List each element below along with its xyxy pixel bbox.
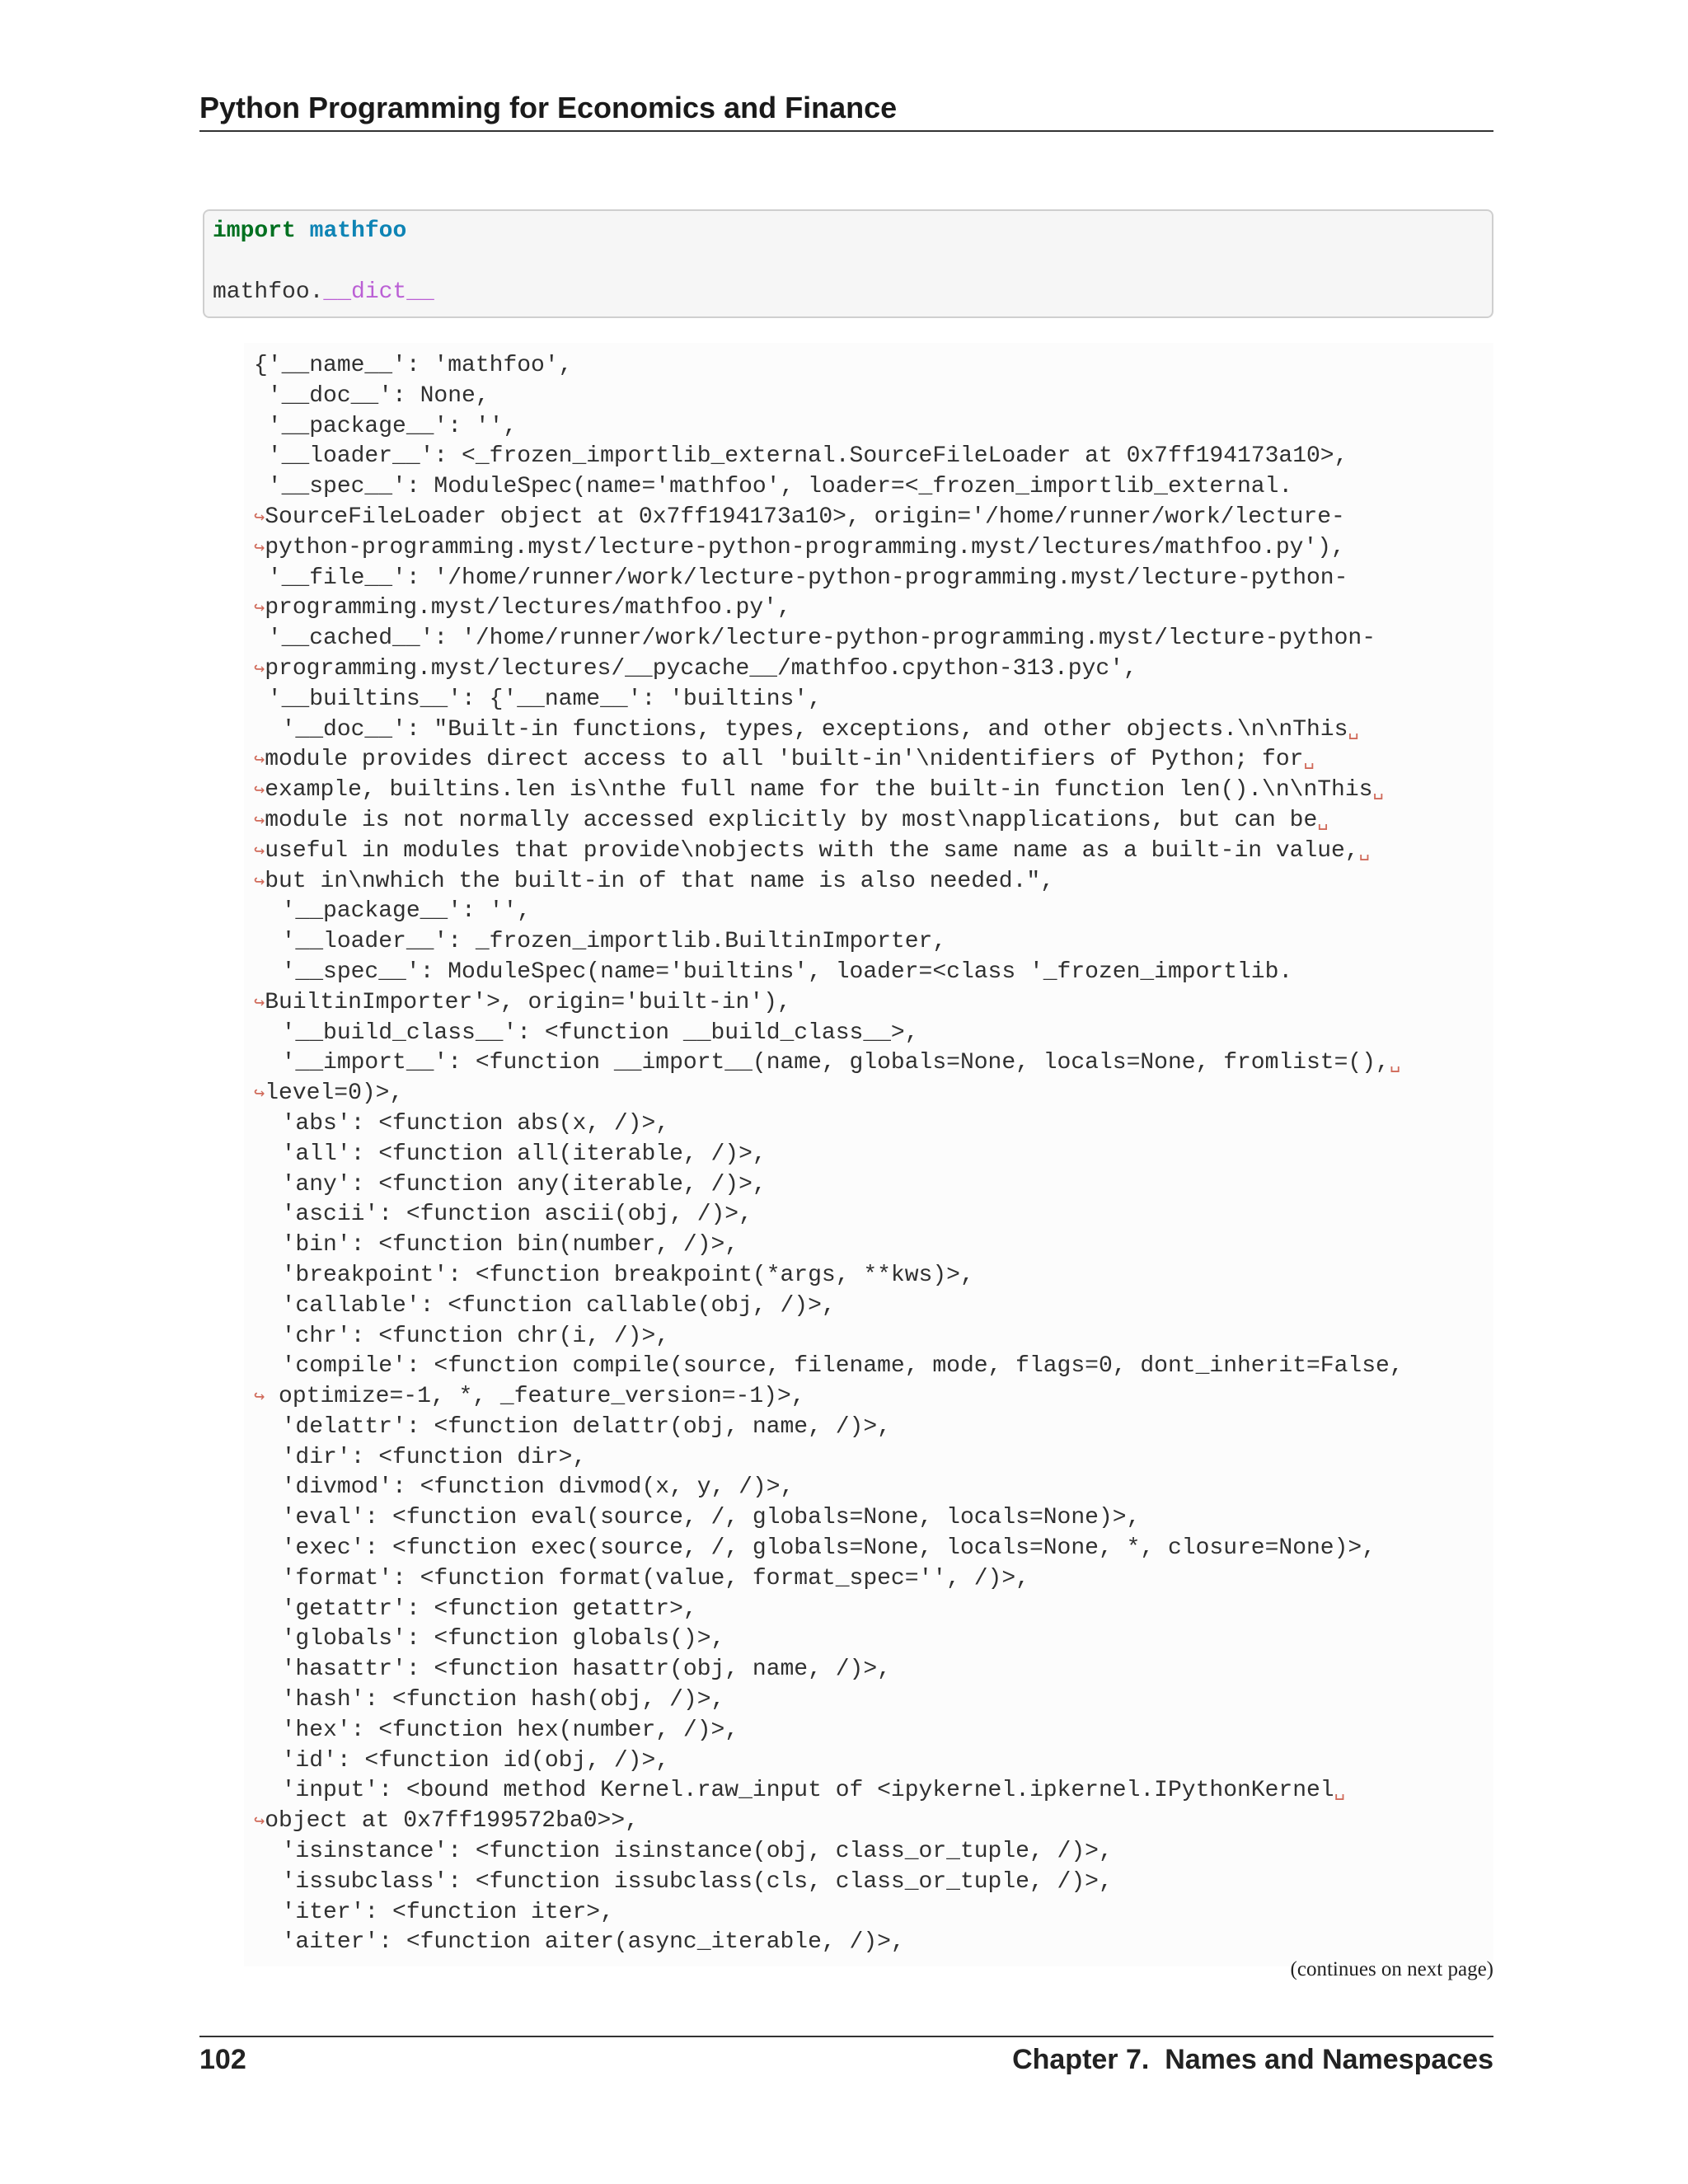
output-line — [254, 867, 1493, 898]
output-line — [254, 382, 1493, 412]
output-line-text: '__loader__': _frozen_importlib.BuiltinImporter, — [254, 929, 947, 955]
output-line — [254, 1230, 1493, 1261]
output-line — [254, 1443, 1493, 1474]
line-continuation-icon: ↪ — [254, 1387, 265, 1408]
line-continuation-icon: ↪ — [254, 537, 265, 559]
output-line — [254, 897, 1493, 927]
output-line — [254, 412, 1493, 443]
line-continuation-icon: ↪ — [254, 1811, 265, 1833]
import-keyword: import — [213, 218, 296, 244]
output-line — [254, 1685, 1493, 1716]
output-line-text: 'divmod': <function divmod(x, y, /)>, — [254, 1474, 795, 1501]
output-line — [254, 1200, 1493, 1230]
output-line — [254, 1503, 1493, 1534]
output-line — [254, 1170, 1493, 1201]
output-line-text: 'ascii': <function ascii(obj, /)>, — [254, 1202, 753, 1228]
output-line-text: 'id': <function id(obj, /)>, — [254, 1747, 670, 1774]
output-line-text: '__file__': '/home/runner/work/lecture-python-programming.myst/lecture-python- — [254, 565, 1348, 591]
output-line — [254, 745, 1493, 776]
output-line-text: 'hasattr': <function hasattr(obj, name, /)>, — [254, 1657, 891, 1683]
output-line — [254, 1019, 1493, 1049]
output-line-text: useful in modules that provide\nobjects with the same name as a built-in value, — [265, 837, 1359, 864]
line-wrap-icon: ␣ — [1348, 719, 1359, 741]
output-line-text: '__spec__': ModuleSpec(name='builtins', loader=<class '_frozen_importlib. — [254, 958, 1293, 985]
output-line — [254, 1624, 1493, 1655]
output-line — [254, 1473, 1493, 1503]
code-line-dict — [213, 277, 1485, 307]
output-line-text: 'format': <function format(value, format_spec='', /)>, — [254, 1565, 1029, 1591]
line-wrap-icon: ␣ — [1317, 810, 1329, 832]
line-continuation-icon: ↪ — [254, 1084, 265, 1105]
line-continuation-icon: ↪ — [254, 780, 265, 802]
output-line — [254, 806, 1493, 837]
output-line — [254, 564, 1493, 594]
output-line-text: '__package__': '', — [254, 898, 532, 925]
running-header-title: Python Programming for Economics and Finance — [199, 91, 898, 124]
output-line-text: 'all': <function all(iterable, /)>, — [254, 1141, 767, 1167]
output-line — [254, 1534, 1493, 1564]
output-line-text: 'eval': <function eval(source, /, globals=None, locals=None)>, — [254, 1505, 1141, 1531]
blank-line — [213, 246, 1485, 277]
output-line — [254, 1291, 1493, 1322]
output-line-text: '__cached__': '/home/runner/work/lecture-python-programming.myst/lecture-python- — [254, 626, 1376, 652]
output-line — [254, 1807, 1493, 1837]
output-line-text: '__build_class__': <function __build_class__>, — [254, 1019, 919, 1046]
output-line-text: object at 0x7ff199572ba0>>, — [265, 1808, 639, 1835]
output-line — [254, 1048, 1493, 1079]
output-line-text: 'iter': <function iter>, — [254, 1899, 614, 1925]
line-continuation-icon: ↪ — [254, 810, 265, 832]
module-name: mathfoo — [309, 218, 407, 244]
output-line-text: 'exec': <function exec(source, /, globals=None, locals=None, *, closure=None)>, — [254, 1535, 1376, 1562]
output-line-text: 'getattr': <function getattr>, — [254, 1596, 697, 1622]
line-continuation-icon: ↪ — [254, 871, 265, 893]
output-line-text: 'aiter': <function aiter(async_iterable, /)>, — [254, 1929, 905, 1956]
output-line — [254, 1564, 1493, 1595]
output-line-text: 'bin': <function bin(number, /)>, — [254, 1232, 739, 1258]
page-number: 102 — [199, 2044, 246, 2075]
output-line — [254, 837, 1493, 867]
output-line — [254, 1595, 1493, 1625]
output-line-text: 'callable': <function callable(obj, /)>, — [254, 1292, 836, 1319]
output-line — [254, 503, 1493, 533]
continues-note: (continues on next page) — [1290, 1958, 1493, 1980]
output-line-text: optimize=-1, *, _feature_version=-1)>, — [265, 1384, 805, 1410]
output-line — [254, 1746, 1493, 1777]
output-line — [254, 1261, 1493, 1291]
line-continuation-icon: ↪ — [254, 841, 265, 862]
output-line — [254, 351, 1493, 382]
output-line-text: 'issubclass': <function issubclass(cls, class_or_tuple, /)>, — [254, 1868, 1113, 1895]
output-line — [254, 1413, 1493, 1443]
line-continuation-icon: ↪ — [254, 658, 265, 680]
output-line-text: programming.myst/lectures/__pycache__/mathfoo.cpython-313.pyc', — [265, 655, 1137, 682]
output-line-text: but in\nwhich the built-in of that name is also needed.", — [265, 868, 1055, 894]
output-line-text: programming.myst/lectures/mathfoo.py', — [265, 595, 791, 621]
output-line-text: SourceFileLoader object at 0x7ff194173a10>, origin='/home/runner/work/lecture- — [265, 504, 1345, 530]
line-continuation-icon: ↪ — [254, 750, 265, 771]
output-line-text: 'globals': <function globals()>, — [254, 1626, 725, 1652]
output-line — [254, 1928, 1493, 1958]
output-line — [254, 1776, 1493, 1807]
object-name: mathfoo. — [213, 279, 324, 305]
output-line — [254, 685, 1493, 715]
dict-attribute: __dict__ — [323, 279, 434, 305]
output-line-text: BuiltinImporter'>, origin='built-in'), — [265, 989, 791, 1015]
output-line-text: '__package__': '', — [254, 413, 518, 439]
output-line-text: '__spec__': ModuleSpec(name='mathfoo', loader=<_frozen_importlib_external. — [254, 474, 1293, 500]
line-wrap-icon: ␣ — [1358, 841, 1370, 862]
code-output-block — [244, 343, 1493, 1966]
output-line — [254, 533, 1493, 564]
output-line-text: module provides direct access to all 'built-in'\nidentifiers of Python; for — [265, 747, 1304, 773]
output-line-text: python-programming.myst/lecture-python-programming.myst/lectures/mathfoo.py'), — [265, 534, 1345, 560]
output-line — [254, 593, 1493, 624]
output-line — [254, 1352, 1493, 1382]
output-line-text: '__doc__': "Built-in functions, types, exceptions, and other objects.\n\nThis — [254, 716, 1348, 743]
output-line-text: '__doc__': None, — [254, 382, 490, 409]
line-wrap-icon: ␣ — [1372, 780, 1384, 802]
output-line — [254, 1109, 1493, 1140]
line-continuation-icon: ↪ — [254, 598, 265, 620]
output-line-text: example, builtins.len is\nthe full name for the built-in function len().\n\nThis — [265, 777, 1373, 804]
line-wrap-icon: ␣ — [1334, 1781, 1345, 1802]
code-line-import — [213, 216, 1485, 246]
line-continuation-icon: ↪ — [254, 507, 265, 528]
line-continuation-icon: ↪ — [254, 992, 265, 1014]
output-line-text: 'isinstance': <function isinstance(obj, class_or_tuple, /)>, — [254, 1839, 1113, 1865]
output-line — [254, 927, 1493, 958]
header-divider — [199, 130, 1493, 132]
output-line-text: level=0)>, — [265, 1080, 404, 1107]
output-line-text: '__loader__': <_frozen_importlib_external.SourceFileLoader at 0x7ff194173a10>, — [254, 443, 1348, 470]
chapter-title: Chapter 7. Names and Namespaces — [1012, 2044, 1493, 2075]
output-line-text: 'compile': <function compile(source, filename, mode, flags=0, dont_inherit=False, — [254, 1353, 1404, 1380]
output-line-text: 'input': <bound method Kernel.raw_input of <ipykernel.ipkernel.IPythonKernel — [254, 1778, 1334, 1804]
output-line-text: 'breakpoint': <function breakpoint(*args, **kws)>, — [254, 1262, 974, 1288]
output-line — [254, 1655, 1493, 1685]
output-line — [254, 472, 1493, 503]
output-line-text: '__import__': <function __import__(name, globals=None, locals=None, fromlist=(), — [254, 1050, 1390, 1076]
output-line — [254, 1079, 1493, 1109]
output-line — [254, 1898, 1493, 1929]
output-line — [254, 1322, 1493, 1352]
output-line — [254, 624, 1493, 654]
output-line — [254, 958, 1493, 988]
output-line-text: '__builtins__': {'__name__': 'builtins', — [254, 686, 822, 712]
output-line — [254, 654, 1493, 685]
output-line-text: module is not normally accessed explicitly by most\napplications, but can be — [265, 807, 1318, 833]
output-line-text: {'__name__': 'mathfoo', — [254, 353, 573, 378]
output-line-text: 'hash': <function hash(obj, /)>, — [254, 1687, 725, 1713]
code-input-cell — [203, 209, 1493, 318]
output-line — [254, 988, 1493, 1019]
footer-divider — [199, 2036, 1493, 2037]
output-line — [254, 1140, 1493, 1170]
output-line — [254, 1868, 1493, 1898]
line-wrap-icon: ␣ — [1389, 1053, 1401, 1075]
output-line — [254, 1382, 1493, 1413]
output-line-text: 'hex': <function hex(number, /)>, — [254, 1717, 739, 1743]
output-line — [254, 715, 1493, 746]
output-line-text: 'delattr': <function delattr(obj, name, /)>, — [254, 1413, 891, 1440]
output-line-text: 'chr': <function chr(i, /)>, — [254, 1323, 670, 1349]
output-line — [254, 442, 1493, 472]
output-line — [254, 776, 1493, 806]
line-wrap-icon: ␣ — [1303, 750, 1315, 771]
output-line — [254, 1837, 1493, 1868]
output-line-text: 'abs': <function abs(x, /)>, — [254, 1110, 670, 1137]
output-line — [254, 1716, 1493, 1746]
output-line-text: 'dir': <function dir>, — [254, 1444, 587, 1470]
output-line-text: 'any': <function any(iterable, /)>, — [254, 1171, 767, 1197]
